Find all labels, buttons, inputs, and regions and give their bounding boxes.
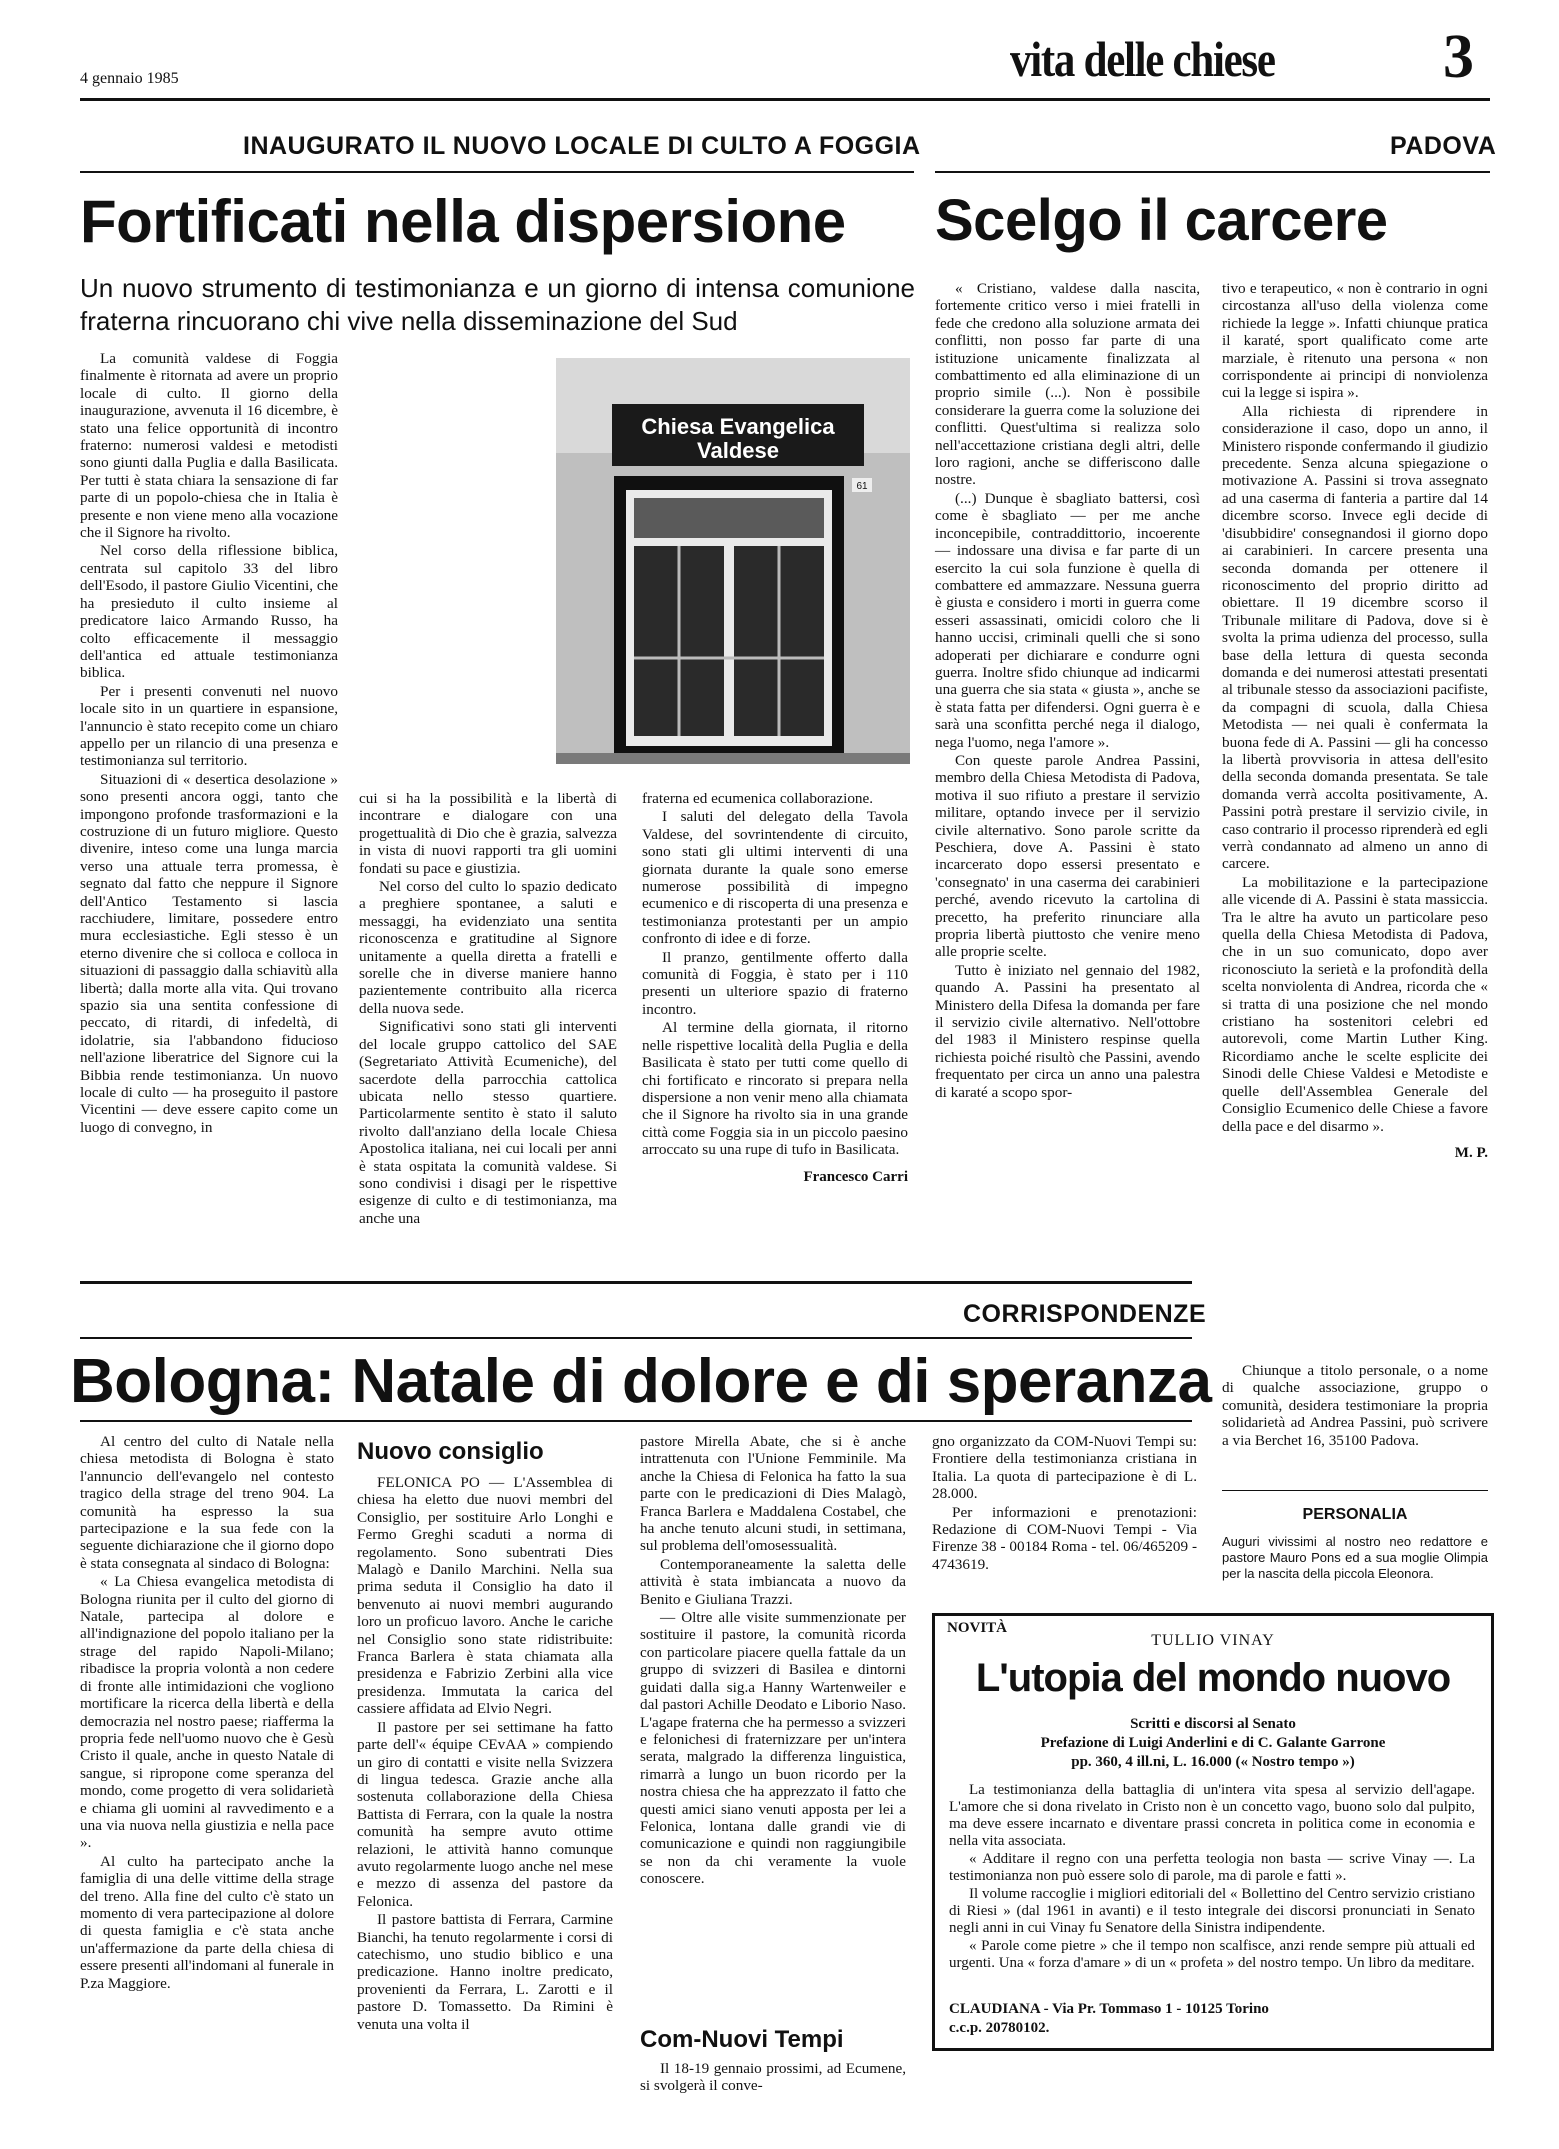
masthead-section: vita delle chiese — [1010, 31, 1275, 87]
paragraph: tivo e terapeutico, « non è contrario in ogni circostanza all'uso della violenza come richiede la legge ». Infatti chiunque pratica il karaté, sport qualificato come arte marziale, è ritenuto una persona « non corrispondente ai principi di nonviolenza cui la legge si ispira ». — [1222, 280, 1488, 402]
comnuovi-title: Com-Nuovi Tempi — [640, 2026, 844, 2053]
personalia-rule — [1222, 1490, 1488, 1491]
ad-pages: pp. 360, 4 ill.ni, L. 16.000 (« Nostro tempo ») — [1071, 1754, 1355, 1770]
foggia-column-3 — [642, 790, 908, 1186]
comnuovi-column-2 — [932, 1433, 1197, 1573]
felonica-column — [357, 1474, 613, 2033]
foggia-headline: Fortificati nella dispersione — [80, 188, 846, 255]
paragraph: Alla richiesta di riprendere in considerazione il caso, dopo un anno, il Ministero risponde confermando il giudizio precedente. Senza alcuna spiegazione o motivazione A. Passini si trova assegnato ad una caserma di fanteria a partire dal 14 dicembre scorso. Invece egli decide di 'disubbidire' consegnandosi il giorno dopo ai carabinieri. In carcere presenta una seconda domanda per ottenere il riconoscimento del proprio diritto ad obiettare. Il 19 dicembre scorso il Tribunale militare di Padova, dove si è svolta la prima udienza del processo, sulla base della lettura di questa seconda domanda e dei numerosi attestati presentati al tribunale stesso da associazioni pacifiste, da compagni di scuola, dalla Chiesa Metodista — nei quali è confermata la buona fede di A. Passini — gli ha concesso la libertà provvisoria in attesa dell'esito della seconda domanda presentata. Se tale domanda verrà accolta positivamente, A. Passini potrà prestare il servizio civile, in caso contrario il processo riprenderà ed egli verrà condannato ad almeno un anno di carcere. — [1222, 402, 1488, 873]
paragraph: Per i presenti convenuti nel nuovo locale sito in un quartiere in espansione, l'annuncio è stato recepito come un chiaro appello per un rilancio di una presenza e testimonianza sul territorio. — [80, 682, 338, 770]
church-entrance-illustration — [556, 358, 910, 764]
masthead-date: 4 gennaio 1985 — [80, 70, 179, 87]
paragraph: « Cristiano, valdese dalla nascita, fortemente critico verso i miei fratelli in fede che credono alla soluzione armata dei conflitti, non posso far parte di una istituzione unicamente finalizzata al combattimento ed alla eliminazione di un proprio simile (...). Non è possibile considerare la guerra come la soluzione dei conflitti. Quest'ultima si realizza solo nell'accettazione cristiana degli altri, delle loro ragioni, anche se differiscono dalle nostre. — [935, 280, 1200, 489]
padova-signature: M. P. — [1454, 1144, 1488, 1161]
paragraph: Al termine della giornata, il ritorno nelle rispettive località della Puglia e della Basilicata è stato per tutti come quello di chi fortificato e rincorato si prepara nella dispersione a non venir meno alla chiamata che il Signore ha rivolto sia in una grande città come Foggia sia in un piccolo paesino arroccato su una rupe di tufo in Basilicata. — [642, 1019, 908, 1159]
paragraph: Significativi sono stati gli interventi del locale gruppo cattolico del SAE (Segretariato Attività Ecumeniche), del sacerdote della parrocchia cattolica ubicata nello stesso quartiere. Particolarmente sentito è stato il saluto rivolto dall'anziano della locale Chiesa Apostolica italiana, nei cui locali per anni è stata ospitata la comunità valdese. Si sono condivisi i disagi per le rispettive esigenze di culto e di testimonianza, ma anche una — [359, 1018, 617, 1227]
foggia-signature: Francesco Carri — [803, 1168, 908, 1185]
paragraph: I saluti del delegato della Tavola Valdese, del sovrintendente di circuito, sono stati gli ultimi interventi di una giornata durante la quale sono emerse numerose possibilità di impegno ecumenico e di riscoperta di una presenza e testimonianza protestanti per un ampio confronto di idee e di forze. — [642, 808, 908, 948]
paragraph: — Oltre alle visite summenzionate per sostituire il pastore, la comunità ricorda con particolare piacere quella fattale da un gruppo di svizzeri di Basilea e dintorni guidati dalla sig.a Hanny Wartenweiler e dal pastori Achille Deodato e Liborio Naso. L'agape fraterna che ha permesso a svizzeri e felonichesi di fraternizzare per un'intera serata, malgrado la differenza linguistica, rimarrà a lungo un buon ricordo per la nostra chiesa che ha apprezzato il fatto che questi amici siano venuti apposta per lei a Felonica, lontana dalle grandi vie di comunicazione e quindi non raggiungibile se non da chi veramente la vuole conoscere. — [640, 1609, 906, 1888]
ad-title: L'utopia del mondo nuovo — [975, 1656, 1451, 1700]
paragraph: La mobilitazione e la partecipazione alle vicende di A. Passini è stata massiccia. Tra le altre ha avuto un particolare peso quella della Chiesa Metodista di Padova, che in un suo comunicato, dopo aver riconosciuto la serietà e la profondità della scelta nonviolenta di Andrea, ricorda che « si tratta di una posizione che nel mondo cristiano ha sostenitori celebri ed autorevoli, come Martin Luther King. Ricordiamo anche le scelte esplicite dei Sinodi delle Chiese Valdesi e Metodiste e quelle dell'Assemblea Generale del Consiglio Ecumenico delle Chiese a favore della pace e del disarmo ». — [1222, 873, 1488, 1135]
paragraph: Contemporaneamente la saletta delle attività è stata imbiancata a nuovo da Benito e Giuliana Trazzi. — [640, 1555, 906, 1608]
paragraph: Tutto è iniziato nel gennaio del 1982, quando A. Passini ha presentato al Ministero della Difesa la domanda per fare il servizio civile alternativo. Nell'ottobre del 1983 il Ministero respinse quella richiesta poiché risultò che Passini, avendo frequentato per circa un anno una palestra di karaté a scopo spor- — [935, 961, 1200, 1101]
paragraph: Con queste parole Andrea Passini, membro della Chiesa Metodista di Padova, motiva il suo rifiuto a prestare il servizio militare, optando invece per il servizio civile alternativo. Sono parole scritte da Peschiera, dove A. Passini è stato incarcerato dopo essersi presentato e 'consegnato' in una caserma dei carabinieri perché, avendo ricevuto la cartolina di precetto, ha preferito rinunciare alla propria libertà piuttosto che venire meno alle proprie scelte. — [935, 751, 1200, 961]
foggia-kicker-rule — [80, 171, 914, 173]
paragraph: « Additare il regno con una perfetta teologia non basta — scrive Vinay —. La testimonianza non può essere solo di parole, ma di parole e fatti ». — [949, 1851, 1475, 1884]
paragraph: « Parole come pietre » che il tempo non scalfisce, anzi rende sempre più attuali ed urgenti. Una « forza d'amare » di un « profeta » del nostro tempo. Un libro da meditare. — [949, 1938, 1475, 1971]
paragraph: Al culto ha partecipato anche la famiglia di una delle vittime della strage del treno. Alla fine del culto c'è stato un momento di vera partecipazione al dolore di questa famiglia e c'è stata anche un'affermazione da parte della chiesa di essere presenti all'indomani al funerale in P.za Maggiore. — [80, 1852, 334, 1992]
photo-sign-line-1: Chiesa Evangelica — [641, 414, 835, 439]
corrispondenze-top-rule — [80, 1281, 1192, 1284]
paragraph: « La Chiesa evangelica metodista di Bologna riunita per il culto del giorno di Natale, partecipa al dolore e all'indignazione del popolo italiano per la strage del rapido Napoli-Milano; ribadisce la propria volontà a non cedere di fronte alle intimidazioni che vogliono mortificare la ricerca della libertà e della democrazia nel nostro paese; riafferma la propria fede nell'uomo nuovo che è Gesù Cristo il quale, anche in questo Natale di sangue, si ripropone come speranza del mondo, come progetto di vera solidarietà e chiama gli uomini al ravvedimento e a una via nuova nella giustizia e nella pace ». — [80, 1573, 334, 1852]
padova-column-1 — [935, 280, 1200, 1101]
church-entrance-photo — [556, 358, 910, 764]
paragraph: gno organizzato da COM-Nuovi Tempi su: Frontiere della testimonianza cristiana in Italia. La quota di partecipazione è di L. 28.000. — [932, 1433, 1197, 1503]
foggia-column-2 — [359, 790, 617, 1227]
bologna-column — [80, 1433, 334, 1992]
paragraph: Il pranzo, gentilmente offerto dalla comunità di Foggia, è stato per i 110 presenti un ulteriore spazio di fraterno incontro. — [642, 948, 908, 1018]
paragraph: Al centro del culto di Natale nella chiesa metodista di Bologna è stato l'annuncio dell'evangelo nel contesto tragico della strage del treno 904. La comunità ha espresso la sua partecipazione e la sua fede con la seguente dichiarazione che il giorno dopo è stata consegnata al sindaco di Bologna: — [80, 1433, 334, 1572]
felonica-column-2 — [640, 1433, 906, 1888]
foggia-column-1 — [80, 350, 338, 1136]
comnuovi-column — [640, 2060, 906, 2095]
paragraph: cui si ha la possibilità e la libertà di incontrare e dialogare con una progettualità di Dio che è grazia, salvezza in vista di nuovi rapporti tra gli uomini fondati su pace e giustizia. — [359, 790, 617, 877]
paragraph: FELONICA PO — L'Assemblea di chiesa ha eletto due nuovi membri del Consiglio, per sostituire Arlo Longhi e Fermo Greghi scaduti a norma di regolamento. Sono subentrati Dies Malagò e Danilo Marchini. Nella sua prima seduta il Consiglio ha dato il benvenuto ai nuovi membri augurando loro un proficuo lavoro. Anche le cariche nel Consiglio sono state ridistribuite: Franca Barlera è stata chiamata alla presidenza e Fabrizio Zerbini alla vice presidenza. Immutata la carica del cassiere affidata ad Elvio Negri. — [357, 1474, 613, 1718]
ad-body — [949, 1782, 1475, 1972]
paragraph: pastore Mirella Abate, che si è anche intrattenuta con l'Unione Femminile. Ma anche la Chiesa di Felonica ha fatto la sua parte con le predicazioni di Dies Malagò, Franca Barlera e Maddalena Costabel, che ha anche tenuto alcuni studi, in settimana, sul problema dell'omosessualità. — [640, 1433, 906, 1555]
photo-sign-line-2: Valdese — [697, 438, 779, 463]
paragraph: Il volume raccoglie i migliori editoriali del « Bollettino del Centro servizio cristiano di Riesi » (dal 1961 in avanti) e il testo integrale dei discorsi pronunciati in Senato negli anni in cui Vinay fu Senatore della Sinistra indipendente. — [949, 1886, 1475, 1936]
foggia-kicker: INAUGURATO IL NUOVO LOCALE DI CULTO A FOGGIA — [243, 132, 921, 160]
book-advertisement — [932, 1613, 1494, 2051]
paragraph: Il pastore battista di Ferrara, Carmine Bianchi, ha tenuto regolarmente i corsi di catechismo, uno studio biblico e una predicazione. Hanno inoltre predicato, provenienti da Ferrara, L. Zarotti e il pastore D. Tomassetto. Da Rimini è venuta una volta il — [357, 1911, 613, 2033]
paragraph: Il pastore per sei settimane ha fatto parte dell'« équipe CEvAA » compiendo un giro di contatti e visite nella Svizzera di lingua tedesca. Grazie anche alla sostenuta collaborazione della Chiesa Battista di Ferrara, con la quale la nostra comunità ha sempre avuto ottime relazioni, le attività hanno comunque avuto regolarmente luogo anche nel mese e mezzo di assenza del pastore da Felonica. — [357, 1718, 613, 1910]
paragraph: Per informazioni e prenotazioni: Redazione di COM-Nuovi Tempi - Via Firenze 38 - 00184 Roma - tel. 06/465209 - 4743619. — [932, 1503, 1197, 1573]
paragraph: (...) Dunque è sbagliato battersi, così come è sbagliato — per me anche inconcepibile, contraddittorio, incoerente — indossare una divisa e far parte di un esercito la cui sola funzione è quella di combattere ed ammazzare. Nessuna guerra è giusta e considero i morti in guerra come esseri assassinati, omicidi coloro che li hanno uccisi, criminali quelli che si sono adoperati per dichiarare e condurre ogni guerra. Inoltre sfido chiunque ad indicarmi una guerra che sia stata « giusta », anche se è stata fatta per difendersi. Ogni guerra è e sarà una sconfitta perché nega il dialogo, nega l'uomo, nega l'amore ». — [935, 489, 1200, 751]
corrispondenze-kicker: CORRISPONDENZE — [963, 1300, 1207, 1328]
ad-label: NOVITÀ — [947, 1620, 1008, 1636]
ad-publisher: CLAUDIANA - Via Pr. Tommaso 1 - 10125 Torino — [949, 2001, 1269, 2017]
ad-author: TULLIO VINAY — [1151, 1632, 1275, 1649]
paragraph: Nel corso del culto lo spazio dedicato a preghiere spontanee, a saluti e messaggi, ha evidenziato una sentita riconoscenza e gratitudine al Signore unitamente a quella diretta a fratelli e sorelle che in diverse maniere hanno pazientemente contribuito alla ricerca della nuova sede. — [359, 878, 617, 1017]
ad-subtitle: Scritti e discorsi al Senato — [1130, 1716, 1296, 1732]
bologna-headline-rule — [80, 1420, 1192, 1422]
padova-column-2 — [1222, 280, 1488, 1162]
padova-kicker-rule — [935, 171, 1490, 173]
paragraph: La comunità valdese di Foggia finalmente è ritornata ad avere un proprio locale di culto. Il giorno della inaugurazione, avvenuta il 16 dicembre, è stato una felice opportunità di incontro fraterno: numerosi valdesi e metodisti sono giunti dalla Puglia e dalla Basilicata. Per tutti è stata chiara la sensazione di far parte di un popolo-chiesa che in Italia è presente e non viene meno alla vocazione che il Signore ha rivolto. — [80, 350, 338, 542]
bologna-headline: Bologna: Natale di dolore e di speranza — [70, 1347, 1212, 1416]
ad-ccp: c.c.p. 20780102. — [949, 2020, 1050, 2036]
personalia-text: Auguri vivissimi al nostro neo redattore e pastore Mauro Pons ed a sua moglie Olimpia per la nascita della piccola Eleonora. — [1222, 1534, 1488, 1581]
masthead-page-number: 3 — [1443, 23, 1474, 91]
corrispondenze-kicker-rule — [80, 1337, 1192, 1339]
masthead-rule — [80, 98, 1490, 101]
paragraph: Situazioni di « desertica desolazione » sono presenti ancora oggi, tanto che impongono profonde trasformazioni e la costruzione di un futuro migliore. Questo divenire, inteso come una lunga marcia verso una attuale terra promessa, è segnato dal fatto che neppure il Signore dell'Antico Testamento si lascia racchiudere, limitare, possedere entro mura ecclesiastiche. Egli stesso è un eterno divenire che si colloca e colloca in situazioni di passaggio dalla schiavitù alla libertà; dalla morte alla vita. Qui trovano spazio sia una sentita confessione di peccato, di ritardi, di infedeltà, di idolatrie, sia l'abbandono fiducioso nell'azione liberatrice del Signore cui la Bibbia rende testimonianza. Un nuovo locale di culto — ha proseguito il pastore Vicentini — deve essere capito come un luogo di convegno, in — [80, 770, 338, 1136]
paragraph: Nel corso della riflessione biblica, centrata sul capitolo 33 del libro dell'Esodo, il pastore Giulio Vicentini, che ha presieduto il culto insieme al predicatore laico Armando Russo, ha colto efficacemente il messaggio dell'antica ed attuale testimonianza biblica. — [80, 542, 338, 682]
paragraph: La testimonianza della battaglia di un'intera vita spesa al servizio dell'agape. L'amore che si dona rivelato in Cristo non è un concetto vago, buono solo dal pulpito, ma deve essere incarnato e diventare prassi concreta in politica come in economia e nella vita associata. — [949, 1782, 1475, 1849]
foggia-deck: Un nuovo strumento di testimonianza e un giorno di intensa comunione fraterna rincuorano chi vive nella disseminazione del Sud — [80, 273, 915, 336]
padova-headline: Scelgo il carcere — [935, 188, 1388, 253]
padova-kicker: PADOVA — [1390, 132, 1497, 160]
ad-credits: Prefazione di Luigi Anderlini e di C. Galante Garrone — [1040, 1735, 1386, 1751]
paragraph: Il 18-19 gennaio prossimi, ad Ecumene, si svolgerà il conve- — [640, 2060, 906, 2095]
photo-house-number: 61 — [856, 481, 868, 492]
personalia-title: PERSONALIA — [1302, 1506, 1408, 1523]
felonica-title: Nuovo consiglio — [357, 1438, 544, 1465]
paragraph: fraterna ed ecumenica collaborazione. — [642, 790, 874, 807]
testimony-notice — [1222, 1362, 1488, 1449]
paragraph: Chiunque a titolo personale, o a nome di qualche associazione, gruppo o comunità, desidera testimoniare la propria solidarietà ad Andrea Passini, può scrivere a via Berchet 16, 35100 Padova. — [1222, 1362, 1488, 1449]
